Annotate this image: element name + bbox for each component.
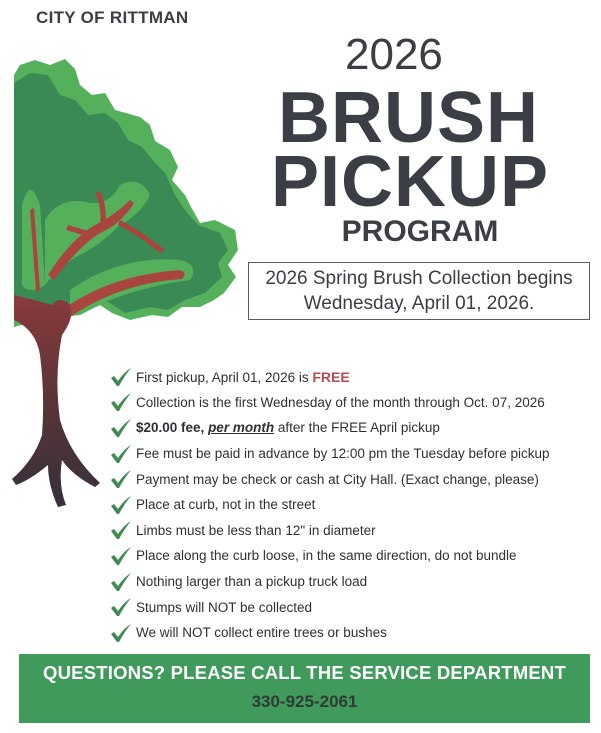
title-year: 2026: [345, 30, 443, 79]
title-program: PROGRAM: [341, 215, 499, 248]
rule-text: We will NOT collect entire trees or bushes: [136, 625, 387, 641]
contact-banner: [19, 654, 590, 723]
rule-item: [110, 492, 590, 518]
check-icon: [110, 520, 132, 540]
rule-item: [110, 569, 590, 595]
rule-item: [110, 518, 590, 544]
rule-item: [110, 594, 590, 620]
check-icon: [110, 495, 132, 515]
title-pickup: PICKUP: [270, 142, 550, 222]
rule-item: [110, 390, 590, 416]
rule-text: Place at curb, not in the street: [136, 497, 316, 513]
announcement-line-1: 2026 Spring Brush Collection begins: [265, 268, 573, 289]
rule-item: [110, 620, 590, 646]
check-icon: [110, 546, 132, 566]
contact-phone: 330-925-2061: [251, 692, 358, 711]
check-icon: [110, 623, 132, 643]
rule-text: Fee must be paid in advance by 12:00 pm the Tuesday before pickup: [136, 446, 550, 462]
fee-amount: $20.00 fee,: [136, 420, 209, 436]
rules-list: [110, 364, 590, 646]
title-brush: BRUSH: [278, 78, 540, 158]
rule-text: First pickup, April 01, 2026 is: [136, 369, 313, 385]
rule-item: [110, 415, 590, 441]
contact-heading: QUESTIONS? PLEASE CALL THE SERVICE DEPARTMENT: [43, 662, 566, 683]
check-icon: [110, 444, 132, 464]
rule-item: [110, 364, 590, 390]
per-month-emphasis: per month: [208, 420, 275, 436]
check-icon: [110, 392, 132, 412]
rule-item: [110, 441, 590, 467]
rule-text: after the FREE April pickup: [274, 420, 440, 436]
announcement-line-2: Wednesday, April 01, 2026.: [303, 293, 535, 314]
rule-text: Nothing larger than a pickup truck load: [136, 574, 368, 590]
rule-text: Place along the curb loose, in the same direction, do not bundle: [136, 548, 517, 564]
check-icon: [110, 572, 132, 592]
rule-text: Collection is the first Wednesday of the month through Oct. 07, 2026: [136, 394, 545, 410]
rule-item: [110, 466, 590, 492]
check-icon: [110, 418, 132, 438]
check-icon: [110, 469, 132, 489]
check-icon: [110, 367, 132, 387]
rule-text: Limbs must be less than 12" in diameter: [136, 522, 376, 538]
check-icon: [110, 597, 132, 617]
free-highlight: FREE: [312, 368, 350, 385]
rule-item: [110, 543, 590, 569]
rule-text: Payment may be check or cash at City Hall. (Exact change, please): [136, 471, 539, 487]
rule-text: Stumps will NOT be collected: [136, 599, 313, 615]
organization-name: CITY OF RITTMAN: [36, 8, 189, 27]
announcement-box: [248, 262, 590, 320]
